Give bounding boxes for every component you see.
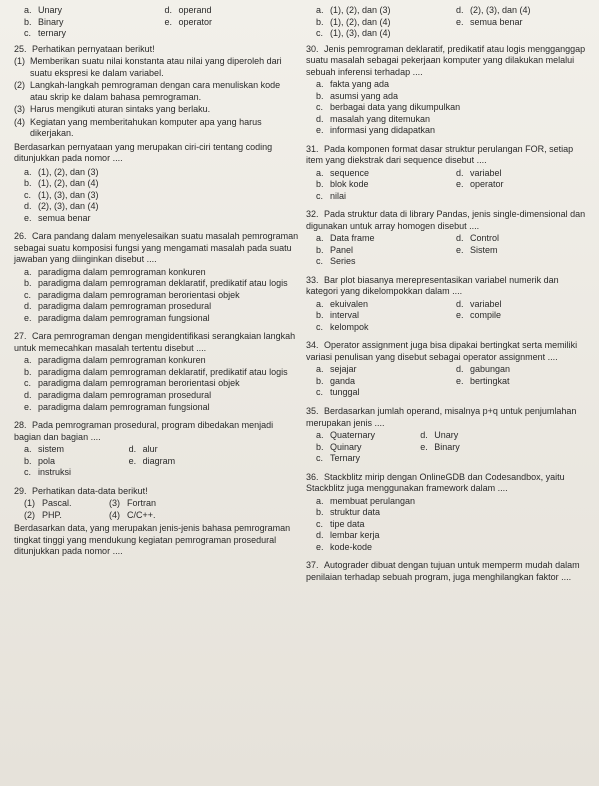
option: a. membuat perulangan [316,495,416,506]
option: e. kode-kode [316,541,373,552]
question-36 [306,472,590,554]
question-options [316,496,590,554]
option: b. ganda [316,375,356,386]
option: b. (1), (2), dan (4) [24,178,99,189]
option: d. operand [164,5,212,15]
question-options [316,233,590,268]
question-options [24,167,299,225]
question-33 [306,275,590,334]
question-options [316,430,590,465]
option: c. tunggal [316,387,360,398]
question-options [316,299,590,334]
option: a. fakta yang ada [316,79,390,90]
question-stem: 34. Operator assignment juga bisa dipakai bertingkat serta memiliki variasi penulisan yang disebut sebagai operator assignment .... [306,340,578,362]
question-stem: 29. Perhatikan data-data berikut! [14,485,148,496]
option: c. nilai [316,190,347,201]
question-options [316,168,590,203]
option: c. Ternary [316,453,361,464]
question-options [24,444,299,479]
option: a. sequence [316,167,370,178]
option: a. (1), (2), dan (3) [316,5,391,15]
option: a. (1), (2), dan (3) [24,166,99,177]
option: b. Panel [316,244,354,255]
question-stem: 25. Perhatikan pernyataan berikut! [14,43,155,54]
option: a. Quaternary [316,430,376,441]
option: c. (1), (3), dan (4) [316,28,391,39]
right-column [306,4,590,586]
option: c. (1), (3), dan (3) [24,189,99,200]
question-28 [14,420,299,479]
statement-list [14,56,299,140]
option: b. (1), (2), dan (4) [316,16,391,27]
question-options [316,364,590,399]
option: e. semua benar [24,212,91,223]
list-item: (4) C/C++. [109,509,156,520]
option: c. paradigma dalam pemrograman berorientasi objek [24,289,240,300]
option: e. operator [456,179,504,190]
question-35 [306,406,590,465]
list-item: (2) PHP. [24,509,62,520]
option: e. diagram [128,455,176,466]
option: c. paradigma dalam pemrograman berorientasi objek [24,378,240,389]
question-stem: 35. Berdasarkan jumlah operand, misalnya p+q untuk penjumlahan merupakan jenis .... [306,405,577,428]
language-list [24,498,194,521]
option: c. instruksi [24,467,72,478]
option: b. Binary [24,16,64,27]
question-options [24,355,299,413]
left-column [14,4,299,561]
option: b. struktur data [316,507,381,518]
list-item: (1) Pascal. [24,498,72,509]
option: e. Sistem [456,244,498,255]
option: d. Unary [420,430,459,441]
option: e. informasi yang didapatkan [316,125,436,136]
option: e. paradigma dalam pemrograman fungsional [24,312,210,323]
question-prompt: Berdasarkan pernyataan yang merupakan ciri-ciri tentang coding ditunjukkan pada nomor .... [14,141,273,164]
option: c. Series [316,256,356,267]
option: c. ternary [24,28,67,39]
option: c. tipe data [316,518,365,529]
option: d. paradigma dalam pemrograman prosedural [24,389,212,400]
question-32 [306,209,590,268]
option: b. blok kode [316,179,369,190]
option: e. semua benar [456,16,523,27]
question-stem: 30. Jenis pemrograman deklaratif, predikatif atau logis mengganggap suatu masalah sebagai pekerjaan komputer yang dilakukan melalui sebuah inferensi terhadap .... [306,43,586,77]
option: e. operator [164,16,213,27]
option: a. sistem [24,444,65,455]
question-stem: 32. Pada struktur data di library Pandas, jenis single-dimensional dan digunakan untuk array homogen disebut .... [306,209,586,231]
option: d. (2), (3), dan (4) [24,201,99,212]
statement-item: (3) Harus mengikuti aturan sintaks yang berlaku. [14,104,211,115]
option: d. masalah yang ditemukan [316,113,431,124]
question-27 [14,331,299,413]
list-item: (3) Fortran [109,498,157,509]
question-options [24,267,299,325]
question-30 [306,44,590,137]
option: b. interval [316,310,360,321]
question-stem: 31. Pada komponen format dasar struktur perulangan FOR, setiap item yang diekstrak dari sequence disebut .... [306,143,574,166]
option: a. sejajar [316,364,357,375]
option: d. paradigma dalam pemrograman prosedural [24,301,212,312]
option: b. Quinary [316,441,362,452]
prev-question-options [24,5,299,40]
question-stem: 28. Pada pemrograman prosedural, program dibedakan menjadi bagian dan bagian .... [14,420,274,442]
option: d. (2), (3), dan (4) [456,5,531,15]
option: b. asumsi yang ada [316,90,399,101]
question-31 [306,144,590,203]
option: d. alur [128,444,158,455]
option: a. paradigma dalam pemrograman konkuren [24,355,206,366]
option: d. Control [456,233,500,244]
option: d. variabel [456,298,502,309]
option: c. kelompok [316,321,369,332]
option: d. lembar kerja [316,530,380,541]
question-stem: 26. Cara pandang dalam menyelesaikan suatu masalah pemrograman sebagai suatu komposisi fungsi yang mengamati masalah pada suatu jawaban yang diinginkan disebut .... [14,231,299,265]
question-stem: 37. Autograder dibuat dengan tujuan untuk memperm mudah dalam penilaian terhadap sebuah program, juga menghilangkan faktor .... [306,560,580,582]
question-29 [14,486,299,558]
question-stem: 27. Cara pemrograman dengan mengidentifikasi serangkaian langkah untuk memecahkan masalah tertentu disebut .... [14,331,296,353]
prev-question-options [316,5,590,40]
option: a. Unary [24,5,63,15]
option: d. variabel [456,167,502,178]
option: a. paradigma dalam pemrograman konkuren [24,266,206,277]
option: b. paradigma dalam pemrograman deklaratif, predikatif atau logis [24,366,288,377]
statement-item: (1) Memberikan suatu nilai konstanta atau nilai yang diperoleh dari suatu ekspresi ke dalam variabel. [14,56,282,78]
statement-item: (4) Kegiatan yang memberitahukan komputer apa yang harus dikerjakan. [14,116,262,139]
option: e. Binary [420,441,460,452]
option: e. paradigma dalam pemrograman fungsional [24,401,210,412]
option: e. bertingkat [456,375,510,386]
option: a. ekuivalen [316,298,369,309]
statement-item: (2) Langkah-langkah pemrograman dengan cara menuliskan kode atau skrip ke dalam bahasa pemrograman. [14,80,281,102]
question-37 [306,560,590,583]
question-prompt: Berdasarkan data, yang merupakan jenis-jenis bahasa pemrograman tingkat tinggi yang mendukung kegiatan pemrograman prosedural ditunjukkan pada nomor .... [14,523,291,557]
option: b. pola [24,455,56,466]
question-stem: 33. Bar plot biasanya merepresentasikan variabel numerik dan kategori yang dikelompokkan dalam .... [306,274,559,297]
option: e. compile [456,310,502,321]
question-25 [14,44,299,225]
question-options [316,79,590,137]
option: b. paradigma dalam pemrograman deklaratif, predikatif atau logis [24,278,288,289]
question-34 [306,340,590,399]
option: a. Data frame [316,233,375,244]
question-26 [14,231,299,324]
option: c. berbagai data yang dikumpulkan [316,102,461,113]
option: d. gabungan [456,364,511,375]
question-stem: 36. Stackblitz mirip dengan OnlineGDB dan Codesandbox, yaitu Stackblitz juga menggunakan framework dalam .... [306,471,565,494]
